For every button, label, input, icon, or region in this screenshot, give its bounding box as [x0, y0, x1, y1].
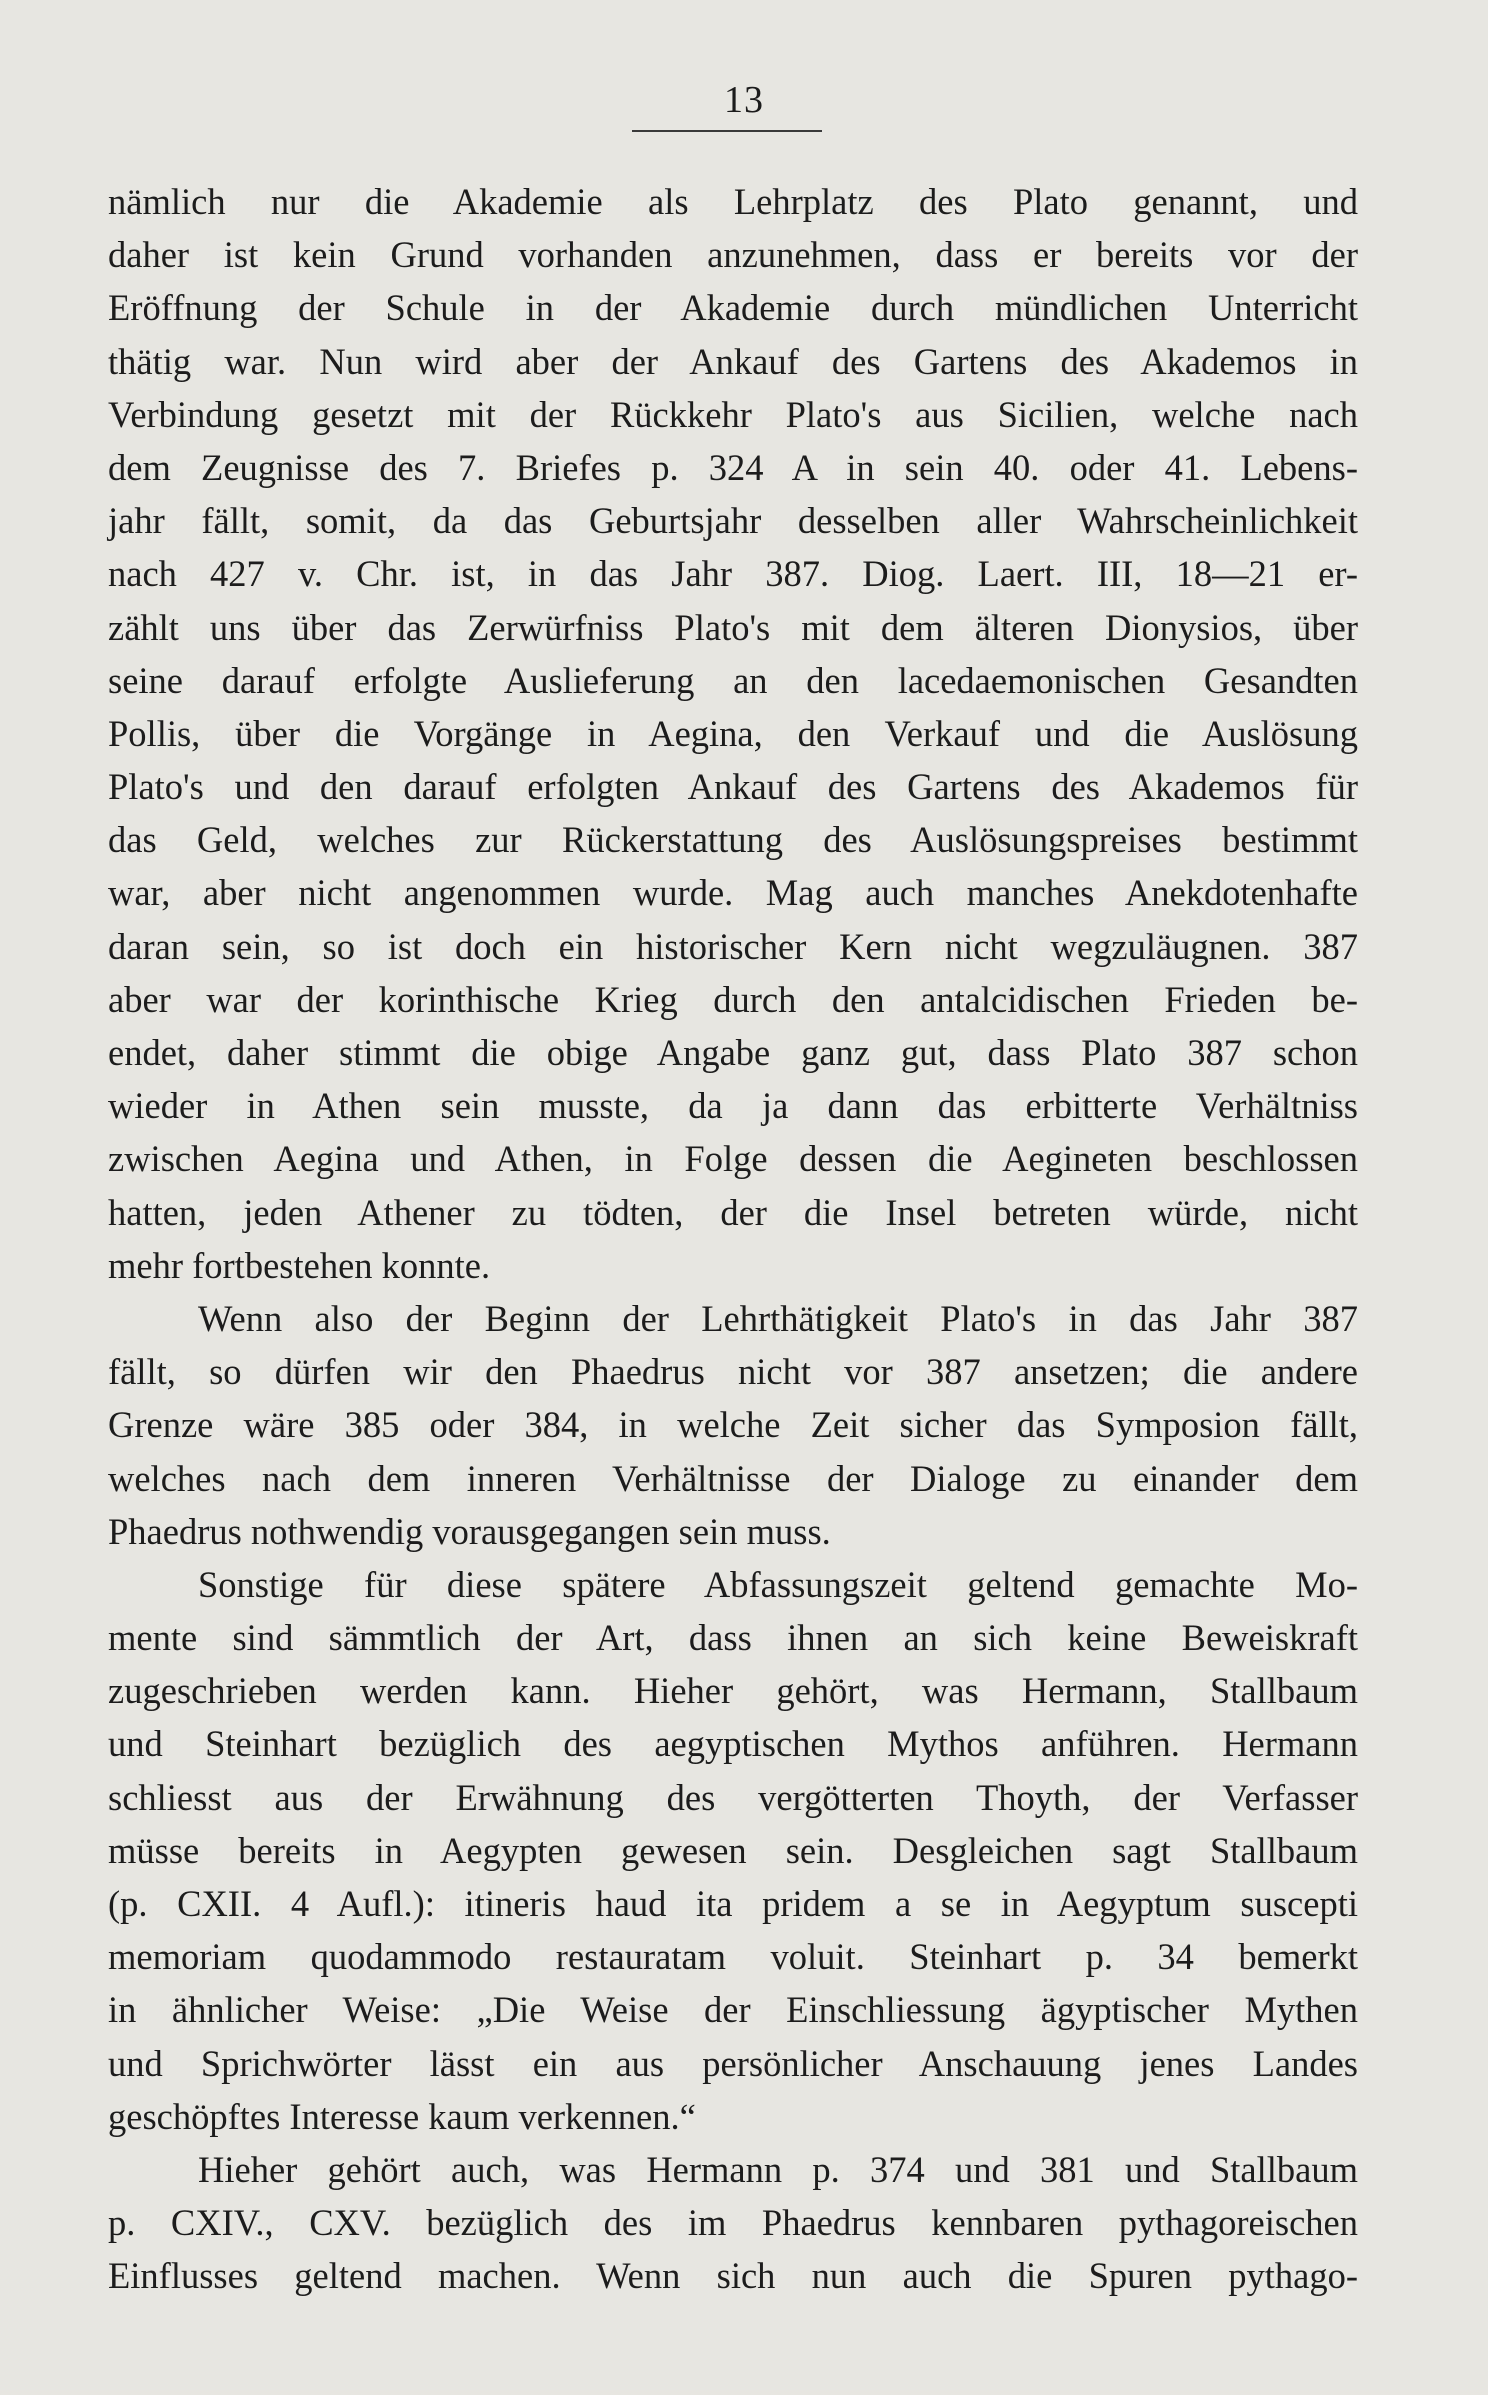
text-line: daher ist kein Grund vorhanden anzunehmen, dass er bereits vor der — [108, 234, 1358, 276]
text-line: (p. CXII. 4 Aufl.): itineris haud ita pridem a se in Aegyptum suscepti — [108, 1883, 1358, 1924]
text-line: wieder in Athen sein musste, da ja dann das erbitterte Verhältniss — [108, 1085, 1358, 1127]
text-line: mehr fortbestehen konnte. — [108, 1244, 491, 1286]
text-line: zugeschrieben werden kann. Hieher gehört, was Hermann, Stallbaum — [108, 1670, 1358, 1712]
body-text — [108, 175, 1358, 2303]
text-line: Grenze wäre 385 oder 384, in welche Zeit sicher das Symposion fällt, — [108, 1404, 1358, 1446]
text-line: jahr fällt, somit, da das Geburtsjahr desselben aller Wahrscheinlichkeit — [108, 500, 1358, 542]
page-number: 13 — [724, 79, 764, 121]
text-line: Plato's und den darauf erfolgten Ankauf des Gartens des Akademos für — [108, 766, 1358, 808]
text-line: Eröffnung der Schule in der Akademie durch mündlichen Unterricht — [108, 287, 1358, 329]
text-line: welches nach dem inneren Verhältnisse der Dialoge zu einander dem — [108, 1457, 1358, 1499]
text-line: mente sind sämmtlich der Art, dass ihnen an sich keine Beweiskraft — [108, 1617, 1358, 1659]
text-line: nämlich nur die Akademie als Lehrplatz des Plato genannt, und — [108, 181, 1358, 222]
text-line: geschöpftes Interesse kaum verkennen.“ — [108, 2095, 696, 2137]
text-line: aber war der korinthische Krieg durch den antalcidischen Frieden be- — [108, 978, 1358, 1020]
text-line: zwischen Aegina und Athen, in Folge dessen die Aegineten beschlossen — [108, 1138, 1358, 1180]
text-line: und Sprichwörter lässt ein aus persönlicher Anschauung jenes Landes — [108, 2042, 1358, 2084]
text-line: Sonstige für diese spätere Abfassungszeit geltend gemachte Mo- — [198, 1563, 1358, 1605]
text-line: Pollis, über die Vorgänge in Aegina, den Verkauf und die Auslösung — [108, 712, 1358, 754]
text-line: p. CXIV., CXV. bezüglich des im Phaedrus kennbaren pythagoreischen — [108, 2202, 1358, 2244]
text-line: daran sein, so ist doch ein historischer Kern nicht wegzuläugnen. 387 — [108, 925, 1358, 967]
text-line: thätig war. Nun wird aber der Ankauf des Gartens des Akademos in — [108, 340, 1358, 382]
text-line: schliesst aus der Erwähnung des vergötterten Thoyth, der Verfasser — [108, 1776, 1358, 1818]
text-line: Einflusses geltend machen. Wenn sich nun auch die Spuren pythago- — [108, 2255, 1358, 2297]
text-line: Verbindung gesetzt mit der Rückkehr Plato's aus Sicilien, welche nach — [108, 393, 1358, 435]
text-line: fällt, so dürfen wir den Phaedrus nicht vor 387 ansetzen; die andere — [108, 1351, 1358, 1393]
text-line: dem Zeugnisse des 7. Briefes p. 324 A in sein 40. oder 41. Lebens- — [108, 446, 1358, 488]
text-line: hatten, jeden Athener zu tödten, der die Insel betreten würde, nicht — [108, 1191, 1358, 1233]
text-line: zählt uns über das Zerwürfniss Plato's mit dem älteren Dionysios, über — [108, 606, 1358, 648]
text-line: Hieher gehört auch, was Hermann p. 374 und 381 und Stallbaum — [198, 2148, 1358, 2190]
text-line: das Geld, welches zur Rückerstattung des Auslösungspreises bestimmt — [108, 819, 1358, 861]
text-line: und Steinhart bezüglich des aegyptischen Mythos anführen. Hermann — [108, 1723, 1358, 1765]
text-line: Wenn also der Beginn der Lehrthätigkeit Plato's in das Jahr 387 — [198, 1297, 1358, 1339]
text-line: seine darauf erfolgte Auslieferung an den lacedaemonischen Gesandten — [108, 659, 1358, 701]
text-line: Phaedrus nothwendig vorausgegangen sein muss. — [108, 1510, 831, 1552]
text-line: war, aber nicht angenommen wurde. Mag auch manches Anekdotenhafte — [108, 872, 1358, 914]
text-line: nach 427 v. Chr. ist, in das Jahr 387. Diog. Laert. III, 18—21 er- — [108, 553, 1358, 595]
text-line: in ähnlicher Weise: „Die Weise der Einschliessung ägyptischer Mythen — [108, 1989, 1358, 2031]
text-line: müsse bereits in Aegypten gewesen sein. Desgleichen sagt Stallbaum — [108, 1829, 1358, 1871]
text-line: endet, daher stimmt die obige Angabe ganz gut, dass Plato 387 schon — [108, 1032, 1358, 1073]
text-line: memoriam quodammodo restauratam voluit. Steinhart p. 34 bemerkt — [108, 1936, 1358, 1978]
header-rule — [632, 130, 822, 132]
